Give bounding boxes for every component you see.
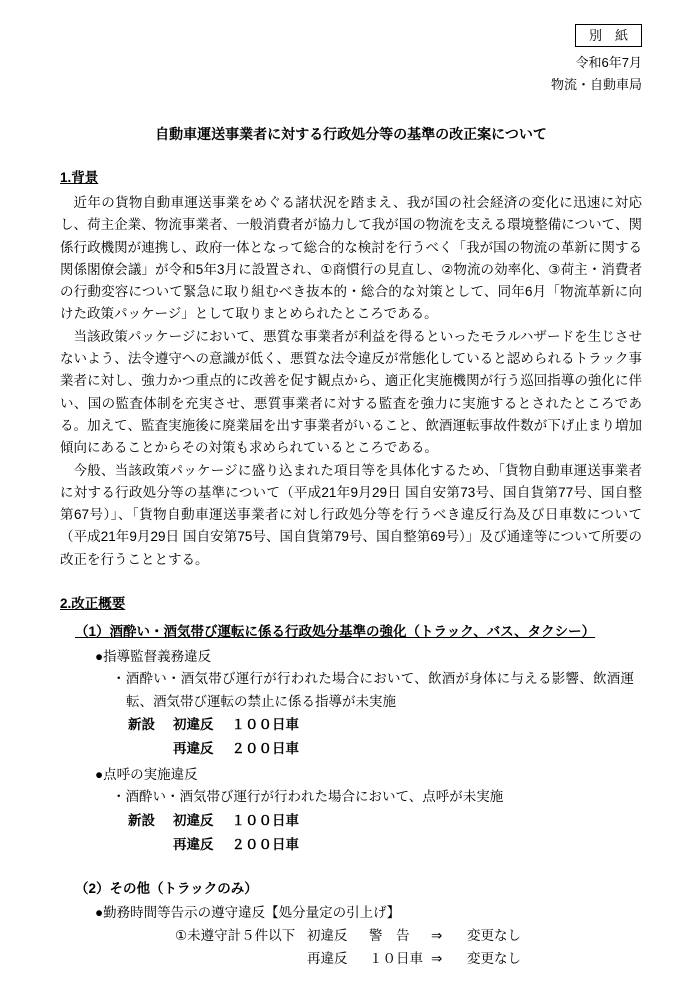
penalty-table-row: [175, 924, 642, 947]
row-label: ①未遵守計５件以下: [175, 927, 296, 943]
section2-heading: 2.改正概要: [60, 596, 126, 612]
subsection2-bullet: ●勤務時間等告示の遵守違反【処分量定の引上げ】: [95, 904, 401, 920]
violation-item-1-description: ・酒酔い・酒気帯び運行が行われた場合において、飲酒が身体に与える影響、飲酒運転、酒気帯び運転の禁止に係る指導が未実施: [112, 671, 634, 709]
row-violation: 再違反: [307, 950, 348, 966]
penalty-repeat-value: ２００日車: [231, 741, 299, 757]
penalty-repeat-label: 再違反: [173, 836, 214, 852]
subsection1-heading: （1）酒酔い・酒気帯び運転に係る行政処分基準の強化（トラック、バス、タクシー）: [75, 624, 596, 640]
violation-item-2-penalty-first: [128, 809, 642, 833]
row-value: １０日車: [369, 950, 423, 966]
issuing-bureau: 物流・自動車局: [550, 77, 642, 92]
document-date: 令和6年7月: [575, 55, 642, 70]
penalty-first-value: １００日車: [231, 717, 299, 733]
penalty-repeat-label: 再違反: [173, 741, 214, 757]
violation-item-1-penalty-repeat: [173, 737, 642, 761]
violation-item-1-penalty-first: [128, 713, 642, 737]
subsection2-heading: （2）その他（トラックのみ）: [75, 880, 258, 896]
document-header: [60, 24, 642, 96]
violation-item-1-title: ●指導監督義務違反: [95, 649, 212, 665]
violation-item-2-description: ・酒酔い・酒気帯び運行が行われた場合において、点呼が未実施: [112, 789, 504, 805]
penalty-repeat-value: ２００日車: [231, 836, 299, 852]
section1-heading: 1.背景: [60, 170, 99, 185]
row-result: 変更なし: [467, 950, 521, 966]
violation-item-2-title: ●点呼の実施違反: [95, 767, 198, 783]
row-result: 変更なし: [467, 927, 521, 943]
row-label: [175, 947, 307, 970]
section1-paragraph-1: 近年の貨物自動車運送事業をめぐる諸状況を踏まえ、我が国の社会経済の変化に迅速に対応し、荷主企業、物流事業者、一般消費者が協力して我が国の物流を支える環境整備について、関係行政機関が連携し、政府一体となって総合的な検討を行うべく「我が国の物流の革新に関する関係閣僚会議」が令和5年3月に設置され、①商慣行の見直し、②物流の効率化、③荷主・消費者の行動変容について緊急に取り組むべき抜本的・総合的な対策として、同年6月「物流革新に向けた政策パッケージ」として取りまとめられたところである。: [60, 195, 642, 322]
violation-item-2-penalty-repeat: [173, 833, 642, 857]
row-violation: 初違反: [307, 927, 348, 943]
section1-paragraph-2: 当該政策パッケージにおいて、悪質な事業者が利益を得るといったモラルハザードを生じさせないよう、法令遵守への意識が低く、悪質な法令違反が常態化していると認められるトラック事業者に対し、強力かつ重点的に改善を促す観点から、適正化実施機関が行う巡回指導の強化に伴い、国の監査体制を充実させ、悪質事業者に対する監査を強力に実施するとされたところである。加えて、監査実施後に廃業届を出す事業者がいること、飲酒運転事故件数が下げ止まり増加傾向にあることからその対策も求められているところである。: [60, 328, 642, 456]
penalty-table-row: [175, 947, 642, 970]
penalty-first-label: 初違反: [173, 717, 214, 733]
penalty-first-label: 初違反: [173, 812, 214, 828]
attachment-label-row: [60, 24, 642, 52]
arrow-icon: ⇒: [431, 927, 443, 943]
penalty-status: 新設: [128, 812, 155, 828]
attachment-label: 別 紙: [575, 24, 642, 47]
penalty-first-value: １００日車: [231, 812, 299, 828]
penalty-status: 新設: [128, 717, 155, 733]
row-value: 警 告: [369, 927, 410, 943]
section1-paragraph-3: 今般、当該政策パッケージに盛り込まれた項目等を具体化するため、「貨物自動車運送事業者に対する行政処分等の基準について（平成21年9月29日 国自安第73号、国自貨第77号、国自整第67号）」、「貨物自動車運送事業者に対し行政処分等を行うべき違反行為及び日車数について（平成21年9月29日 国自安第75号、国自貨第79号、国自整第69号）」及び通達等について所要の改正を行うこととする。: [60, 462, 642, 567]
arrow-icon: ⇒: [431, 950, 443, 966]
document-title: 自動車運送事業者に対する行政処分等の基準の改正案について: [155, 126, 547, 142]
